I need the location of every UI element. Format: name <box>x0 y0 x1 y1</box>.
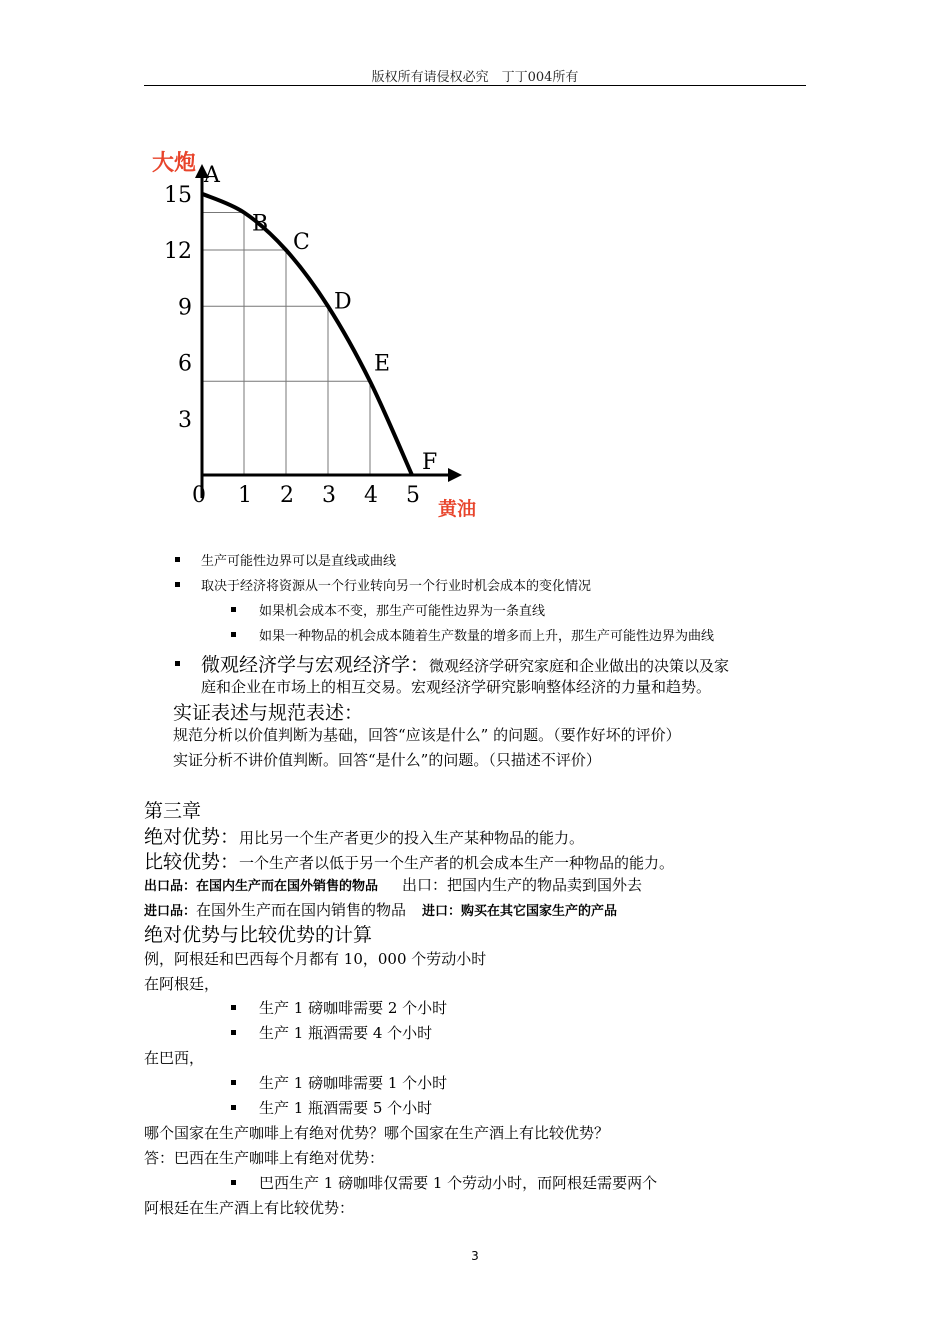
point-label-a: A <box>204 162 220 188</box>
exports-line <box>144 874 642 895</box>
bullet-marker <box>175 582 180 587</box>
x-tick-label: 4 <box>364 483 378 508</box>
x-tick-label: 1 <box>238 483 252 508</box>
brazil-label: 在巴西， <box>144 1049 205 1067</box>
argentina-item-1: 生产 1 磅咖啡需要 2 个小时 <box>259 999 448 1017</box>
point-label-d: D <box>334 289 352 315</box>
bullet-text-2: 取决于经济将资源从一个行业转向另一个行业时机会成本的变化情况 <box>201 579 592 594</box>
example-text: 例，阿根廷和巴西每个月都有 10，000 个劳动小时 <box>144 950 487 968</box>
x-axis-arrow <box>448 468 462 482</box>
question-text: 哪个国家在生产咖啡上有绝对优势？哪个国家在生产酒上有比较优势？ <box>144 1124 610 1142</box>
comparative-advantage-def: 一个生产者以低于另一个生产者的机会成本生产一种物品的能力。 <box>239 854 675 872</box>
absolute-advantage-def: 用比另一个生产者更少的投入生产某种物品的能力。 <box>239 829 585 847</box>
normative-definition: 规范分析以价值判断为基础，回答“应该是什么” 的问题。（要作好坏的评价） <box>173 726 681 744</box>
y-tick-label: 12 <box>164 239 192 264</box>
sub-bullet-text-2: 如果一种物品的机会成本随着生产数量的增多而上升，那生产可能性边界为曲线 <box>259 629 715 644</box>
micro-macro-def-1: 微观经济学研究家庭和企业做出的决策以及家 <box>429 657 730 675</box>
brazil-item-1: 生产 1 磅咖啡需要 1 个小时 <box>259 1074 448 1092</box>
answer-item: 巴西生产 1 磅咖啡仅需要 1 个劳动小时，而阿根廷需要两个 <box>259 1174 658 1192</box>
sub-bullet-marker <box>231 1105 236 1110</box>
point-label-c: C <box>293 230 310 255</box>
exports-def: 出口：把国内生产的物品卖到国外去 <box>402 876 643 894</box>
page-header: 版权所有请侵权必究 丁丁004所有 <box>371 70 579 85</box>
y-tick-label: 3 <box>178 407 192 433</box>
point-label-b: B <box>252 211 269 237</box>
sub-bullet-text-1: 如果机会成本不变，那生产可能性边界为一条直线 <box>259 604 546 619</box>
positive-definition: 实证分析不讲价值判断。回答“是什么”的问题。（只描述不评价） <box>173 751 601 769</box>
bullet-text-1: 生产可能性边界可以是直线或曲线 <box>201 554 397 569</box>
imports-line <box>144 899 617 920</box>
y-tick-label: 15 <box>164 182 192 208</box>
bullet-marker <box>175 661 180 666</box>
y-tick-label: 6 <box>178 351 192 377</box>
imports-bold: 进口：购买在其它国家生产的产品 <box>422 904 618 919</box>
micro-macro-line-1 <box>201 650 729 677</box>
x-tick-label: 5 <box>406 483 420 508</box>
x-axis-title: 黄油 <box>438 498 477 520</box>
argentina-label: 在阿根廷， <box>144 975 220 993</box>
sub-bullet-marker <box>231 1180 236 1185</box>
point-label-e: E <box>374 351 391 377</box>
positive-normative-heading: 实证表述与规范表述： <box>173 702 364 724</box>
chapter-title: 第三章 <box>144 800 202 822</box>
sub-bullet-marker <box>231 1080 236 1085</box>
micro-macro-term: 微观经济学与宏观经济学： <box>201 654 430 676</box>
y-tick-label: 9 <box>178 295 192 321</box>
imports-def: 在国外生产而在国内销售的物品 <box>196 901 407 919</box>
last-line: 阿根廷在生产酒上有比较优势： <box>144 1199 355 1217</box>
x-tick-label: 0 <box>192 483 206 508</box>
page-number: 3 <box>471 1249 479 1263</box>
sub-bullet-marker <box>231 1005 236 1010</box>
bullet-marker <box>175 557 180 562</box>
brazil-item-2: 生产 1 瓶酒需要 5 个小时 <box>259 1099 433 1117</box>
micro-macro-def-2: 庭和企业在市场上的相互交易。宏观经济学研究影响整体经济的力量和趋势。 <box>201 678 712 696</box>
absolute-advantage-term: 绝对优势： <box>144 826 240 848</box>
calc-heading: 绝对优势与比较优势的计算 <box>144 924 373 946</box>
comparative-advantage-term: 比较优势： <box>144 851 240 873</box>
exports-term: 出口品：在国内生产而在国外销售的物品 <box>144 879 379 894</box>
x-tick-label: 3 <box>322 483 336 508</box>
x-tick-label: 2 <box>280 483 294 508</box>
absolute-advantage-line <box>144 822 584 849</box>
answer-text: 答：巴西在生产咖啡上有绝对优势： <box>144 1149 385 1167</box>
sub-bullet-marker <box>231 1030 236 1035</box>
argentina-item-2: 生产 1 瓶酒需要 4 个小时 <box>259 1024 433 1042</box>
comparative-advantage-line <box>144 847 674 874</box>
header-rule <box>144 85 806 86</box>
point-label-f: F <box>422 450 438 475</box>
y-axis-title: 大炮 <box>152 151 197 176</box>
sub-bullet-marker <box>231 607 236 612</box>
imports-term: 进口品： <box>144 904 197 919</box>
ppf-chart <box>148 146 498 526</box>
sub-bullet-marker <box>231 632 236 637</box>
